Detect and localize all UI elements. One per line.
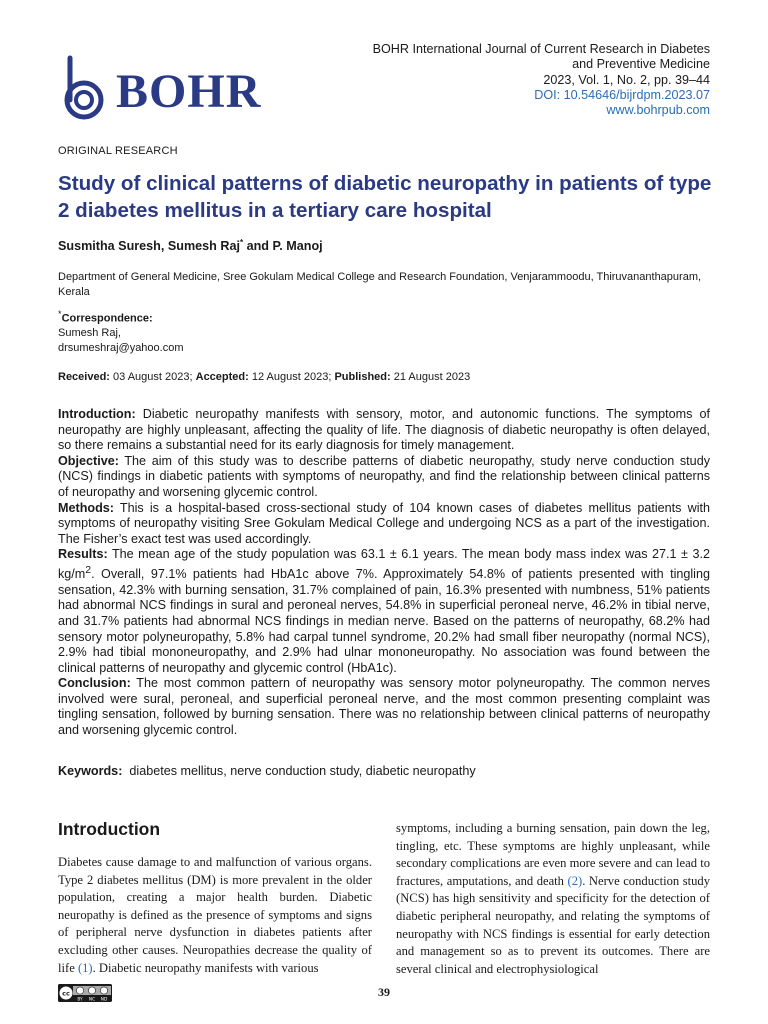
keywords-text: diabetes mellitus, nerve conduction study, diabetic neuropathy — [122, 764, 476, 778]
article-title: Study of clinical patterns of diabetic neuropathy in patients of type 2 diabetes mellitus in a tertiary care hospital — [58, 172, 712, 222]
abstract-results-text-a: The mean age of the study population was 63.1 ± 6.1 years. The mean body mass index was 27.1 ± 3.2 kg/m — [58, 547, 710, 582]
website-link[interactable]: www.bohrpub.com — [606, 103, 710, 118]
author-list — [58, 238, 323, 253]
doi-link[interactable]: DOI: 10.54646/bijrdpm.2023.07 — [534, 87, 710, 102]
abstract-methods-label: Methods: — [58, 500, 114, 515]
abstract-objective — [58, 454, 710, 501]
section-heading-introduction: Introduction — [58, 819, 161, 839]
correspondence-label: Correspondence: — [61, 312, 153, 325]
abstract-intro-text: Diabetic neuropathy manifests with sensory, motor, and autonomic functions. The symptoms of neuropathy are highly unpleasant, affecting the quality of life. The diagnosis of diabetic neuropathy is often delayed, so there remains a substantial need for its early diagnosis for timely management. — [58, 407, 710, 453]
journal-volume: 2023, Vol. 1, No. 2, pp. 39–44 — [543, 72, 710, 87]
journal-name-line2: and Preventive Medicine — [572, 57, 710, 72]
correspondence-name: Sumesh Raj, — [58, 327, 121, 340]
publication-dates — [58, 371, 470, 383]
received-date: 03 August 2023; — [109, 371, 196, 383]
published-label: Published: — [334, 371, 391, 383]
abstract-conclusion-label: Conclusion: — [58, 676, 131, 691]
bohr-logo-icon — [58, 54, 114, 124]
accepted-date: 12 August 2023; — [248, 371, 335, 383]
logo-wordmark: BOHR — [116, 65, 262, 118]
received-label: Received: — [58, 371, 110, 383]
citation-link-1[interactable]: (1) — [77, 960, 93, 975]
body-column-right — [396, 820, 710, 978]
authors-part1: Susmitha Suresh, Sumesh Raj — [58, 239, 240, 254]
authors-part2: and P. Manoj — [243, 239, 323, 254]
abstract — [58, 407, 710, 739]
keywords-label: Keywords: — [58, 764, 123, 778]
bohr-logo — [58, 54, 278, 124]
abstract-methods — [58, 501, 710, 548]
abstract-introduction — [58, 407, 710, 454]
abstract-intro-label: Introduction: — [58, 407, 136, 421]
abstract-objective-label: Objective: — [58, 453, 119, 468]
abstract-conclusion — [58, 676, 710, 738]
journal-info — [330, 42, 710, 118]
affiliation: Department of General Medicine, Sree Gokulam Medical College and Research Foundation, Venjarammoodu, Thiruvananthapuram, Kerala — [58, 271, 702, 298]
body-column-left — [58, 854, 372, 977]
abstract-methods-text: This is a hospital-based cross-sectional study of 104 known cases of diabetes mellitus patients with symptoms of neuropathy visiting Sree Gokulam Medical College and undergoing NCS as a part of the investigation. The Fisher’s exact test was used accordingly. — [58, 500, 710, 546]
abstract-results — [58, 547, 710, 676]
citation-link-2[interactable]: (2) — [567, 873, 583, 888]
abstract-results-superscript: 2 — [85, 563, 92, 576]
svg-text:cc: cc — [62, 989, 70, 998]
correspondence — [58, 307, 184, 355]
article-type: ORIGINAL RESEARCH — [58, 145, 178, 157]
published-date: 21 August 2023 — [390, 371, 471, 383]
body-left-text-b: . Diabetic neuropathy manifests with various — [92, 960, 319, 975]
correspondence-mark: * — [58, 309, 62, 319]
journal-name-line1: BOHR International Journal of Current Research in Diabetes — [372, 42, 710, 56]
body-left-text-a: Diabetes cause damage to and malfunction of various organs. Type 2 diabetes mellitus (DM) is more prevalent in the older population, creating a major health burden. Diabetic neuropathy is defined as the presence of symptoms and signs of peripheral nerve dysfunction in diabetes patients after excluding other causes. Neuropathies decrease the quality of life — [58, 855, 372, 975]
badge-label-nd: ND — [100, 997, 108, 1002]
page-number: 39 — [378, 985, 390, 999]
accepted-label: Accepted: — [195, 371, 249, 383]
badge-label-by: BY — [77, 997, 83, 1002]
body-right-text-b: . Nerve conduction study (NCS) has high sensitivity and specificity for the detection of diabetic peripheral neuropathy, and relating the symptoms of neuropathy with NCS findings is essential for early detection and management so as to prevent its outcomes. There are several clinical and electrophysiological — [396, 873, 710, 976]
body-right-text-a: symptoms, including a burning sensation, pain down the leg, tingling, etc. These symptoms are highly unpleasant, while secondary complications are even more severe and can lead to fractures, amputations, and death — [396, 821, 710, 888]
corresponding-mark: * — [239, 238, 244, 247]
badge-label-nc: NC — [88, 997, 96, 1002]
abstract-objective-text: The aim of this study was to describe patterns of diabetic neuropathy, study nerve conduction study (NCS) findings in diabetic patients with symptoms of neuropathy, and find the relationship between clinical patterns of neuropathy and worsening glycemic control. — [58, 453, 710, 499]
keywords — [58, 764, 476, 778]
abstract-results-label: Results: — [58, 547, 108, 562]
correspondence-email[interactable]: drsumeshraj@yahoo.com — [58, 341, 184, 354]
abstract-conclusion-text: The most common pattern of neuropathy was sensory motor polyneuropathy. The common nerves involved were sural, peroneal, and superficial peroneal nerve, and the most common presenting complaint was tingling sensation, followed by burning sensation. There was no relationship between clinical patterns of neuropathy and worsening glycemic control. — [58, 676, 710, 738]
abstract-results-text-b: . Overall, 97.1% patients had HbA1c above 7%. Approximately 54.8% of patients presented with tingling sensation, 42.3% with burning sensation, 31.7% complained of pain, 16.3% presented with numbness, 51% patients had abnormal NCS findings in sural and peroneal nerves, 54.8% in superficial peroneal nerve, 46.2% in tibial nerve, and 31.7% patients had abnormal NCS findings in median nerve. Based on the patterns of neuropathy, 68.2% had sensory motor polyneuropathy, 5.8% had carpal tunnel syndrome, 20.2% had small fiber neuropathy (normal NCS), 2.9% had tibial mononeuropathy, and 2.9% had ulnar mononeuropathy. No association was found between the clinical patterns of neuropathy and glycemic control (HbA1c). — [58, 567, 710, 675]
